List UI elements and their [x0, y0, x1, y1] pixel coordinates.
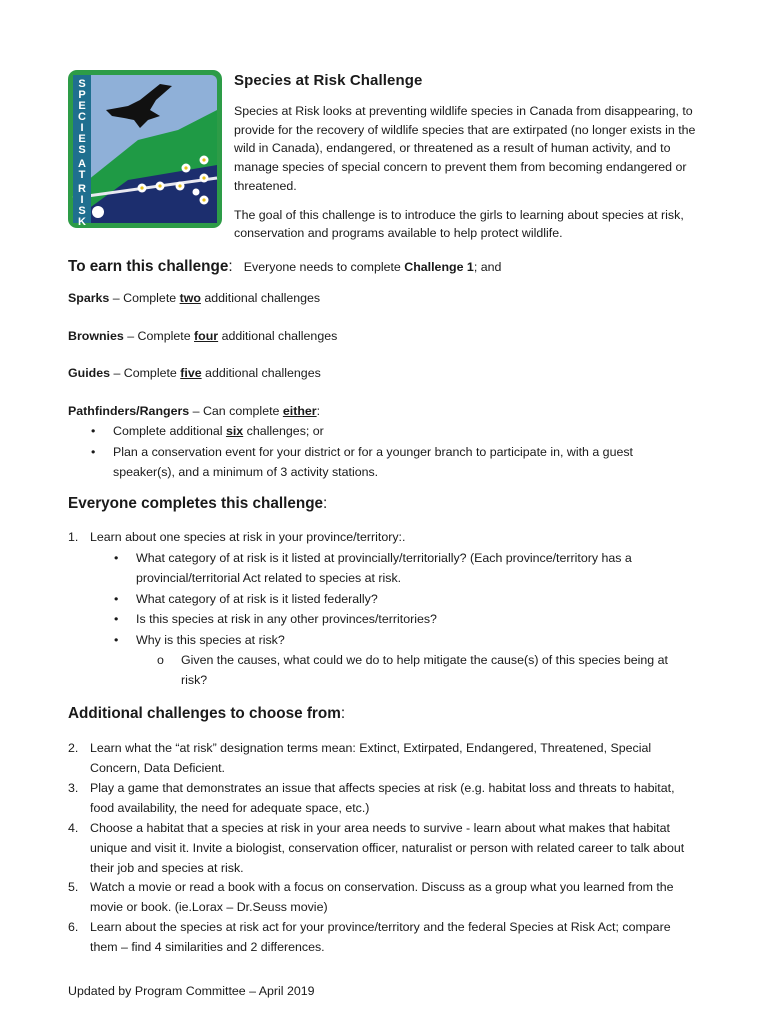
footer-note: Updated by Program Committee – April 2019: [68, 984, 315, 998]
trefoil-icon: [92, 206, 104, 218]
svg-text:C: C: [78, 111, 86, 123]
list-item: 6. Learn about the species at risk act for your province/territory and the federal Species at Risk Act; compare them – find 4 similarities and 2 differences.: [68, 920, 671, 954]
sparks-requirement: Sparks – Complete two additional challenges: [68, 291, 321, 305]
badge-letters: [78, 78, 86, 228]
svg-text:I: I: [80, 194, 84, 206]
list-item: 1. Learn about one species at risk in your province/territory:.: [68, 530, 406, 544]
intro-paragraph-1: Species at Risk looks at preventing wildlife species in Canada from disappearing, to provide for the recovery of wildlife species that are extirpated (no longer exists in the wild in Canada), endangered, or threatened as a result of human activity, and to manage species of special concern to prevent them from becoming endangered or threatened.: [234, 104, 696, 193]
intro-section: [234, 72, 714, 253]
list-item: • What category of at risk is it listed at provincially/territorially? (Each province/territory has a provincial/territorial Act related to species at risk.: [114, 551, 632, 585]
everyone-heading: Everyone completes this challenge:: [68, 495, 328, 512]
svg-text:E: E: [78, 100, 86, 112]
additional-heading: Additional challenges to choose from:: [68, 705, 346, 722]
list-item: • Complete additional six challenges; or: [91, 424, 324, 438]
page-title: Species at Risk Challenge: [234, 72, 423, 89]
svg-text:S: S: [78, 78, 86, 90]
svg-text:A: A: [78, 158, 86, 170]
species-at-risk-badge: [68, 70, 222, 228]
svg-text:E: E: [78, 133, 86, 145]
list-item: 5. Watch a movie or read a book with a focus on conservation. Discuss as a group what you learned from the movie or book. (ie.Lorax – Dr.Seuss movie): [68, 880, 674, 914]
svg-text:K: K: [78, 216, 86, 228]
earn-heading: To earn this challenge: Everyone needs to complete Challenge 1; and: [68, 258, 502, 275]
pathfinders-requirement: Pathfinders/Rangers – Can complete either:: [68, 404, 321, 418]
list-item: • Is this species at risk in any other provinces/territories?: [114, 612, 437, 626]
list-item: • Plan a conservation event for your district or for a younger branch to participate in, with a guest speaker(s), and a minimum of 3 activity stations.: [91, 445, 633, 479]
svg-text:I: I: [80, 122, 84, 134]
svg-text:T: T: [78, 169, 86, 181]
brownies-requirement: Brownies – Complete four additional challenges: [68, 329, 338, 343]
svg-text:S: S: [78, 205, 86, 217]
list-item: 4. Choose a habitat that a species at risk in your area needs to survive - learn about what makes that habitat unique and visit it. Invite a biologist, conservation officer, naturalist or person with related career to talk about their job and species at risk.: [68, 821, 685, 875]
list-item: • What category of at risk is it listed federally?: [114, 592, 378, 606]
svg-text:S: S: [78, 144, 86, 156]
list-item: o Given the causes, what could we do to help mitigate the cause(s) of this species being at risk?: [157, 653, 668, 687]
list-item: 2. Learn what the “at risk” designation terms mean: Extinct, Extirpated, Endangered, Threatened, Special Concern, Data Deficient.: [68, 741, 652, 775]
list-item: 3. Play a game that demonstrates an issue that affects species at risk (e.g. habitat loss and threats to habitat, food availability, the need for adequate space, etc.): [68, 781, 675, 815]
guides-requirement: Guides – Complete five additional challenges: [68, 366, 321, 380]
svg-text:P: P: [78, 89, 86, 101]
list-item: • Why is this species at risk?: [114, 633, 285, 647]
intro-paragraph-2: The goal of this challenge is to introduce the girls to learning about species at risk, conservation and programs available to help protect wildlife.: [234, 207, 684, 241]
svg-text:R: R: [78, 183, 86, 195]
